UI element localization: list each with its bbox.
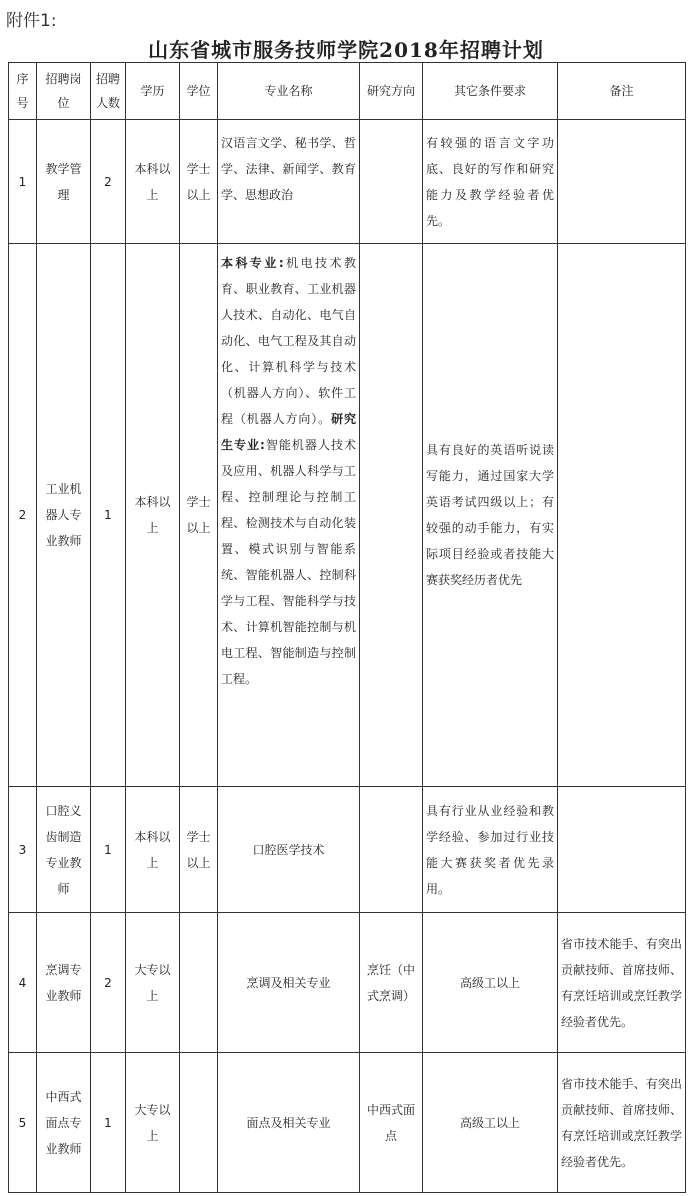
table-row — [9, 244, 686, 787]
header-education: 学历 — [126, 63, 180, 120]
table-row — [9, 1053, 686, 1193]
cell-direction — [360, 244, 423, 787]
cell-remarks — [558, 120, 686, 244]
major-graduate-text: 智能机器人技术及应用、机器人科学与工程、控制理论与控制工程、检测技术与自动化装置、模式识别与智能系统、智能机器人、控制科学与工程、智能科学与技术、计算机智能控制与机电工程、智能制造与控制工程。 — [221, 438, 356, 686]
header-count: 招聘人数 — [91, 63, 126, 120]
cell-education: 本科以上 — [126, 244, 180, 787]
cell-remarks: 省市技术能手、有突出贡献技师、首席技师、有烹饪培训或烹饪教学经验者优先。 — [558, 913, 686, 1053]
cell-conditions: 具有良好的英语听说读写能力，通过国家大学英语考试四级以上；有较强的动手能力，有实际项目经验或者技能大赛获奖经历者优先 — [423, 244, 558, 787]
header-remarks: 备注 — [558, 63, 686, 120]
header-row — [9, 63, 686, 120]
cell-position: 教学管理 — [37, 120, 91, 244]
table-row — [9, 913, 686, 1053]
major-graduate-label: 研究生专业: — [221, 412, 356, 452]
cell-remarks — [558, 787, 686, 913]
cell-position: 烹调专业教师 — [37, 913, 91, 1053]
cell-position: 口腔义齿制造专业教师 — [37, 787, 91, 913]
cell-education: 本科以上 — [126, 787, 180, 913]
header-conditions: 其它条件要求 — [423, 63, 558, 120]
header-direction: 研究方向 — [360, 63, 423, 120]
cell-seq: 4 — [9, 913, 37, 1053]
cell-major: 口腔医学技术 — [218, 787, 360, 913]
cell-position: 工业机器人专业教师 — [37, 244, 91, 787]
cell-direction: 中西式面点 — [360, 1053, 423, 1193]
cell-count: 2 — [91, 120, 126, 244]
cell-major — [218, 244, 360, 787]
major-undergrad-text: 机电技术教育、职业教育、工业机器人技术、自动化、电气自动化、电气工程及其自动化、计算机科学与技术（机器人方向）、软件工程（机器人方向）。 — [221, 256, 356, 426]
cell-degree: 学士以上 — [180, 787, 218, 913]
attachment-label: 附件1: — [6, 11, 57, 31]
table-row — [9, 120, 686, 244]
cell-count: 2 — [91, 913, 126, 1053]
cell-remarks — [558, 244, 686, 787]
cell-degree — [180, 1053, 218, 1193]
table-row — [9, 787, 686, 913]
cell-direction: 烹饪（中式烹调） — [360, 913, 423, 1053]
header-position: 招聘岗位 — [37, 63, 91, 120]
cell-seq: 3 — [9, 787, 37, 913]
cell-count: 1 — [91, 787, 126, 913]
page-title: 山东省城市服务技师学院2018年招聘计划 — [148, 38, 544, 62]
cell-education: 大专以上 — [126, 1053, 180, 1193]
cell-education: 本科以上 — [126, 120, 180, 244]
recruitment-table — [8, 62, 686, 1193]
cell-conditions: 高级工以上 — [423, 913, 558, 1053]
cell-seq: 2 — [9, 244, 37, 787]
cell-conditions: 有较强的语言文字功底、良好的写作和研究能力及教学经验者优先。 — [423, 120, 558, 244]
cell-major: 汉语言文学、秘书学、哲学、法律、新闻学、教育学、思想政治 — [218, 120, 360, 244]
cell-education: 大专以上 — [126, 913, 180, 1053]
cell-count: 1 — [91, 1053, 126, 1193]
header-degree: 学位 — [180, 63, 218, 120]
major-undergrad-label: 本科专业: — [221, 256, 284, 270]
header-major: 专业名称 — [218, 63, 360, 120]
header-seq: 序号 — [9, 63, 37, 120]
cell-seq: 1 — [9, 120, 37, 244]
cell-major: 面点及相关专业 — [218, 1053, 360, 1193]
cell-position: 中西式面点专业教师 — [37, 1053, 91, 1193]
cell-direction — [360, 120, 423, 244]
cell-degree: 学士以上 — [180, 120, 218, 244]
cell-count: 1 — [91, 244, 126, 787]
cell-remarks: 省市技术能手、有突出贡献技师、首席技师、有烹饪培训或烹饪教学经验者优先。 — [558, 1053, 686, 1193]
cell-degree — [180, 913, 218, 1053]
cell-direction — [360, 787, 423, 913]
cell-degree: 学士以上 — [180, 244, 218, 787]
cell-conditions: 高级工以上 — [423, 1053, 558, 1193]
cell-conditions: 具有行业从业经验和教学经验、参加过行业技能大赛获奖者优先录用。 — [423, 787, 558, 913]
cell-seq: 5 — [9, 1053, 37, 1193]
cell-major: 烹调及相关专业 — [218, 913, 360, 1053]
